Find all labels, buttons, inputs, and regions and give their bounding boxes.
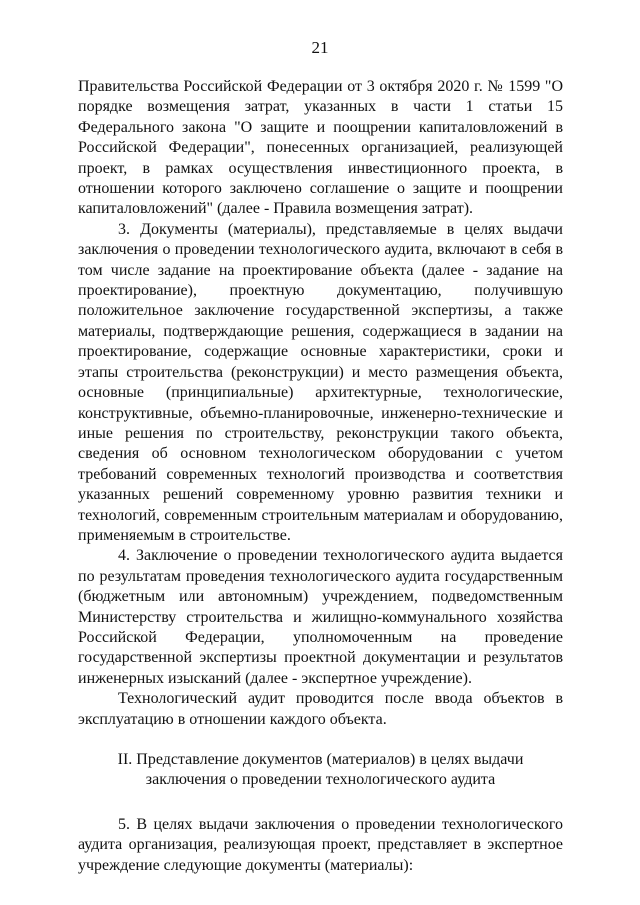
paragraph-5: 5. В целях выдачи заключения о проведении технологического аудита организация, реализующая проект, представляет в экспертное учреждение следующие документы (материалы): xyxy=(78,815,563,874)
section-heading xyxy=(78,750,563,791)
page-number: 21 xyxy=(311,38,329,57)
paragraph-4-continued: Технологический аудит проводится после ввода объектов в эксплуатацию в отношении каждого объекта. xyxy=(78,690,563,728)
paragraph-3: 3. Документы (материалы), представляемые в целях выдачи заключения о проведении технологического аудита, включают в себя в том числе задание на проектирование объекта (далее - задание на проектирование), проектную документацию, получившую положительное заключение государственной экспертизы, а также материалы, подтверждающие решения, содержащиеся в задании на проектирование, содержащие основные характеристики, сроки и этапы строительства (реконструкции) и место размещения объекта, основные (принципиальные) архитектурные, технологические, конструктивные, объемно-планировочные, инженерно-технические и иные решения по строительству, реконструкции такого объекта, сведения об основном технологическом оборудовании с учетом требований современных технологий производства и соответствия указанных решений современному уровню развития техники и технологий, современным строительным материалам и оборудованию, применяемым в строительстве. xyxy=(78,220,563,544)
paragraph-intro: Правительства Российской Федерации от 3 октября 2020 г. № 1599 "О порядке возмещения затрат, указанных в части 1 статьи 15 Федерального закона "О защите и поощрении капиталовложений в Российской Федерации", понесенных организацией, реализующей проект, в рамках осуществления инвестиционного проекта, в отношении которого заключено соглашение о защите и поощрении капиталовложений" (далее - Правила возмещения затрат). xyxy=(78,78,563,218)
section-heading-line-1: II. Представление документов (материалов) в целях выдачи xyxy=(117,751,524,768)
paragraph-4: 4. Заключение о проведении технологического аудита выдается по результатам проведения технологического аудита государственным (бюджетным или автономным) учреждением, подведомственным Министерству строительства и жилищно-коммунального хозяйства Российской Федерации, уполномоченным на проведение государственной экспертизы проектной документации и результатов инженерных изысканий (далее - экспертное учреждение). xyxy=(78,547,563,687)
section-heading-line-2: заключения о проведении технологического аудита xyxy=(145,771,496,789)
document-body xyxy=(78,77,563,876)
